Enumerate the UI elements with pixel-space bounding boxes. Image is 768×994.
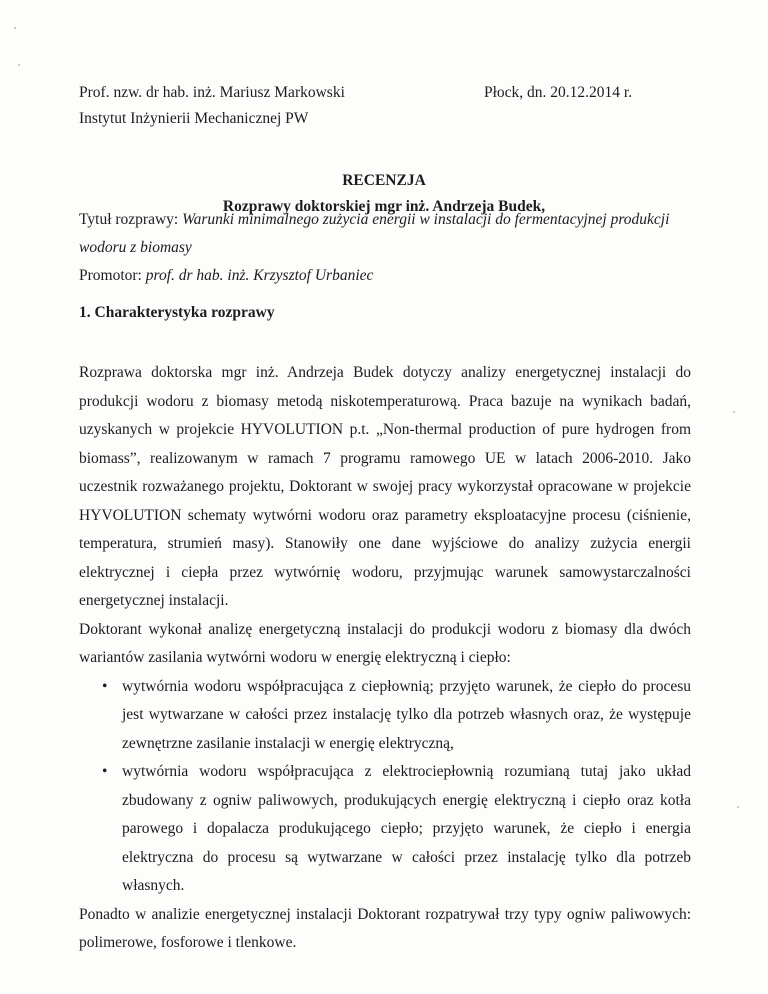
- thesis-title: Warunki minimalnego zużycia energii w instalacji do fermentacyjnej produkcji wodoru z biomasy: [79, 211, 670, 256]
- sender-block: [79, 80, 345, 132]
- variant-list: [79, 673, 691, 901]
- bullet-icon: •: [102, 763, 108, 780]
- bullet-icon: •: [102, 677, 108, 695]
- author-name: Prof. nzw. dr hab. inż. Mariusz Markowski: [79, 84, 345, 101]
- list-item-text: wytwórnia wodoru współpracująca z ciepłownią; przyjęto warunek, że ciepło do procesu jest wytwarzane w całości przez instalację tylko dla potrzeb własnych oraz, że występuje zewnętrzne zasilanie instalacji w energię elektryczną,: [122, 677, 691, 752]
- paragraph-2: Doktorant wykonał analizę energetyczną instalacji do produkcji wodoru z biomasy dla dwóch wariantów zasilania wytwórni wodoru w energię elektryczną i ciepło:: [79, 620, 691, 666]
- promoter-name: prof. dr hab. inż. Krzysztof Urbaniec: [145, 267, 374, 284]
- list-item: [79, 758, 691, 901]
- section-heading: 1. Charakterystyka rozprawy: [79, 304, 275, 321]
- place-date: Płock, dn. 20.12.2014 r.: [484, 84, 633, 101]
- promoter-label: Promotor:: [79, 267, 146, 284]
- scan-speck: [737, 806, 739, 808]
- paragraph-1: Rozprawa doktorska mgr inż. Andrzeja Budek dotyczy analizy energetycznej instalacji do produkcji wodoru z biomasy metodą niskotemperaturową. Praca bazuje na wynikach badań, uzyskanych w projekcie HYVOLUTION p.t. „Non-thermal production of pure hydrogen from biomass”, realizowanym w ramach 7 programu ramowego UE w latach 2006-2010. Jako uczestnik rozważanego projektu, Doktorant w swojej pracy wykorzystał opracowane w projekcie HYVOLUTION schematy wytwórni wodoru oraz parametry eksploatacyjne procesu (ciśnienie, temperatura, strumień masy). Stanowiły one dane wyjściowe do analizy zużycia energii elektrycznej i ciepła przez wytwórnię wodoru, przyjmując warunek samowystarczalności energetycznej instalacji.: [79, 364, 691, 609]
- thesis-title-line: [79, 206, 679, 262]
- list-item: [79, 673, 691, 759]
- section-body: [79, 359, 691, 958]
- thesis-meta: [79, 206, 679, 290]
- scan-speck: [18, 64, 20, 66]
- scan-speck: [733, 411, 735, 413]
- document-title: RECENZJA: [342, 172, 426, 189]
- promoter-line: [79, 262, 679, 290]
- scan-speck: [14, 27, 16, 29]
- list-item-text: wytwórnia wodoru współpracująca z elektrociepłownią rozumianą tutaj jako układ zbudowany z ogniw paliwowych, produkujących energię elektryczną i ciepło oraz kotła parowego i dopalacza produkującego ciepło; przyjęto warunek, że ciepło i energia elektryczna do procesu są wytwarzane w całości przez instalację tylko dla potrzeb własnych.: [122, 763, 691, 894]
- document-subtitle: Rozprawy doktorskiej mgr inż. Andrzeja Budek,: [222, 198, 546, 215]
- paragraph-3: Ponadto w analizie energetycznej instalacji Doktorant rozpatrywał trzy typy ogniw paliwowych: polimerowe, fosforowe i tlenkowe.: [79, 905, 691, 951]
- thesis-label: Tytuł rozprawy:: [79, 211, 183, 228]
- institute-name: Instytut Inżynierii Mechanicznej PW: [79, 110, 309, 127]
